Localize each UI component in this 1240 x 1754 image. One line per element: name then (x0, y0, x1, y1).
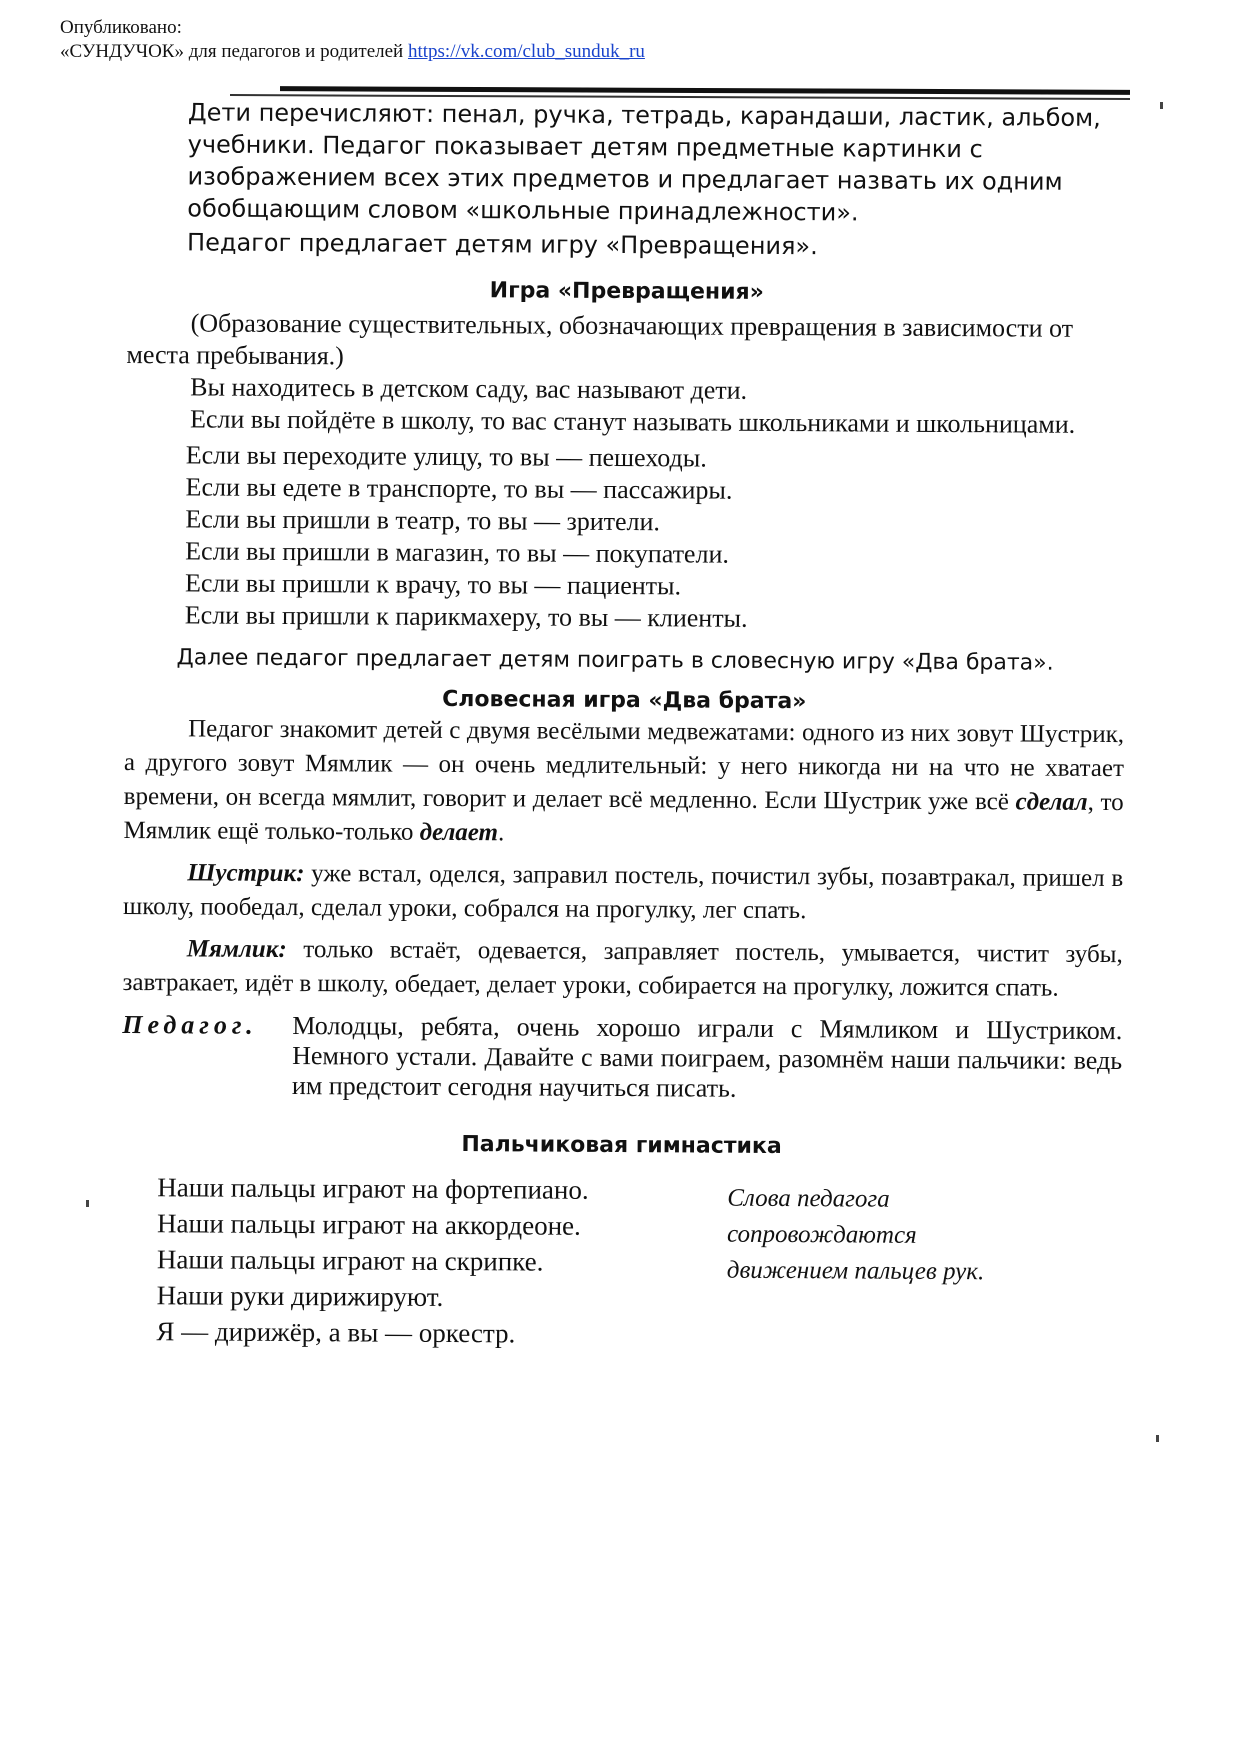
gym-section (120, 1169, 1121, 1355)
gym-note-line: Слова педагога (727, 1184, 890, 1213)
gym-title: Пальчиковая гимнастика (461, 1132, 782, 1160)
gym-line: Наши руки дирижируют. (156, 1280, 444, 1312)
myamlik-line (122, 932, 1122, 1006)
game1-line: Если вы пришли к врачу, то вы — пациенты. (184, 568, 682, 601)
gym-line: Я — дирижёр, а вы — оркестр. (156, 1316, 516, 1349)
game2-intro-b: , то Мямлик ещё только-только (123, 788, 1124, 846)
game2-intro (123, 712, 1124, 854)
gym-line: Наши пальцы играют на фортепиано. (157, 1172, 589, 1205)
header-published: Опубликовано: (60, 17, 182, 38)
game1-line: Если вы пришли в театр, то вы — зрители. (185, 504, 661, 537)
page-content (120, 96, 1128, 1355)
gym-lines (156, 1169, 727, 1352)
gym-note-line: движением пальцев рук. (726, 1256, 985, 1286)
scan-speck (86, 1200, 89, 1207)
publication-header (60, 16, 645, 64)
teacher-dialog (122, 1010, 1123, 1106)
game1-lines (125, 439, 1126, 637)
game1-title: Игра «Превращения» (489, 278, 764, 305)
teacher-text: Молодцы, ребята, очень хорошо играли с Мямликом и Шустриком. Немного устали. Давайте с вами поиграем, разомнём наши пальчики: ведь им предстоит сегодня научиться писать. (291, 1011, 1123, 1103)
header-rule (280, 86, 1130, 95)
game1-note: (Образование существительных, обозначающих превращения в зависимости от места пребывания.) (126, 308, 1074, 371)
game1-line: Если вы едете в транспорте, то вы — пассажиры. (185, 472, 733, 505)
game2-intro-c: . (497, 819, 505, 847)
game2-title: Словесная игра «Два брата» (442, 686, 807, 715)
shustrik-label: Шустрик: (187, 859, 305, 888)
gym-note (726, 1181, 984, 1355)
game1-line: Если вы пришли в магазин, то вы — покупатели. (185, 536, 730, 569)
game2-offer: Далее педагог предлагает детям поиграть в словесную игру «Два брата». (176, 645, 1054, 676)
scan-speck (1156, 1435, 1159, 1442)
scan-speck (1160, 102, 1163, 109)
game1-line-kindergarten: Вы находитесь в детском саду, вас называют дети. (190, 372, 748, 405)
game1-body (125, 307, 1127, 637)
game2-body (122, 712, 1124, 1006)
game2-em-does: делает (419, 818, 499, 847)
myamlik-text: только встаёт, одевается, заправляет постель, умывается, чистит зубы, завтракает, идёт в школу, обедает, делает уроки, собирается на прогулку, ложится спать. (122, 935, 1123, 1002)
gym-line: Наши пальцы играют на скрипке. (156, 1244, 544, 1277)
intro-paragraph: Дети перечисляют: пенал, ручка, тетрадь, карандаши, ластик, альбом, учебники. Педагог показывает детям предметные картинки с изображением всех этих предметов и предлагает назвать их одним обобщающим словом «школьные принадлежности». (187, 98, 1101, 227)
myamlik-label: Мямлик: (186, 935, 287, 963)
game1-line: Если вы переходите улицу, то вы — пешеходы. (185, 440, 707, 473)
gym-line: Наши пальцы играют на аккордеоне. (157, 1208, 581, 1241)
header-source (60, 40, 645, 64)
shustrik-line (123, 856, 1123, 930)
game1-line: Если вы пришли к парикмахеру, то вы — клиенты. (184, 600, 748, 633)
intro-section (187, 96, 1123, 264)
game1-line-school: Если вы пойдёте в школу, то вас станут называть школьниками и школьницами. (189, 404, 1076, 439)
header-source-label: «СУНДУЧОК» для педагогов и родителей (60, 41, 408, 62)
gym-note-line: сопровождаются (726, 1220, 917, 1249)
shustrik-text: уже встал, оделся, заправил постель, почистил зубы, позавтракал, пришел в школу, пообедал, сделал уроки, собрался на прогулку, лег спать. (122, 860, 1124, 925)
game2-em-did: сделал (1015, 788, 1088, 816)
source-link[interactable]: https://vk.com/club_sunduk_ru (407, 41, 645, 62)
game2-intro-a: Педагог знакомит детей с двумя весёлыми медвежатами: одного из них зовут Шустрик, а другого зовут Мямлик — он очень медлительный: у него никогда ни на что не хватает времени, он всегда мямлит, говорит и делает всё медленно. Если Шустрик уже всё (123, 715, 1125, 816)
teacher-label: Педагог. (122, 1009, 258, 1040)
intro-game-offer: Педагог предлагает детям игру «Превращения». (187, 228, 818, 261)
